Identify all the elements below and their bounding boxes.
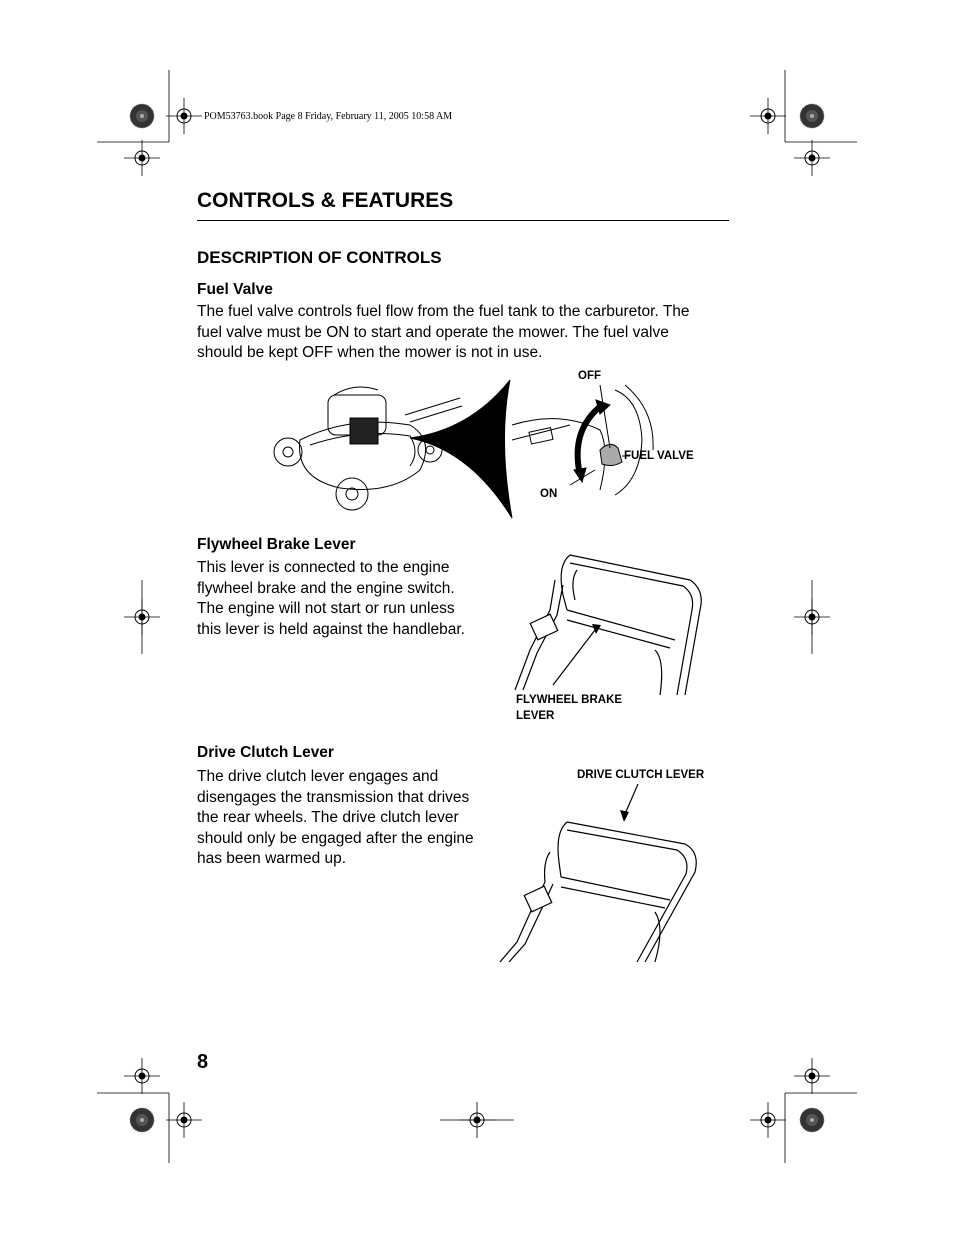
- fuel-valve-off-label: OFF: [578, 370, 601, 382]
- fuel-valve-heading: Fuel Valve: [197, 281, 273, 298]
- subsection-title: DESCRIPTION OF CONTROLS: [197, 248, 442, 267]
- fuel-valve-illustration: [270, 370, 710, 520]
- fuel-valve-on-label: ON: [540, 488, 558, 500]
- drive-clutch-illustration: [495, 782, 710, 967]
- fuel-valve-label: FUEL VALVE: [624, 450, 694, 462]
- flywheel-brake-label-line2: LEVER: [516, 710, 555, 722]
- flywheel-brake-text: This lever is connected to the engine flywheel brake and the engine switch. The engine will not start or run unless this lever is held against the handlebar.: [197, 559, 465, 638]
- flywheel-brake-label-line1: FLYWHEEL BRAKE: [516, 694, 623, 706]
- flywheel-brake-illustration: [495, 550, 715, 695]
- drive-clutch-text: The drive clutch lever engages and disengages the transmission that drives the rear wheels. The drive clutch lever should only be engaged after the engine has been warmed up.: [197, 768, 474, 867]
- section-title: CONTROLS & FEATURES: [197, 189, 454, 212]
- flywheel-brake-heading: Flywheel Brake Lever: [197, 536, 356, 553]
- book-slug: POM53763.book Page 8 Friday, February 11, 2005 10:58 AM: [204, 111, 453, 122]
- fuel-valve-text: The fuel valve controls fuel flow from the fuel tank to the carburetor. The fuel valve must be ON to start and operate the mower. The fuel valve should be kept OFF when the mower is not in use.: [197, 303, 690, 361]
- drive-clutch-heading: Drive Clutch Lever: [197, 744, 334, 761]
- page-number: 8: [197, 1051, 209, 1073]
- drive-clutch-label: DRIVE CLUTCH LEVER: [577, 769, 705, 781]
- title-rule: [197, 220, 729, 221]
